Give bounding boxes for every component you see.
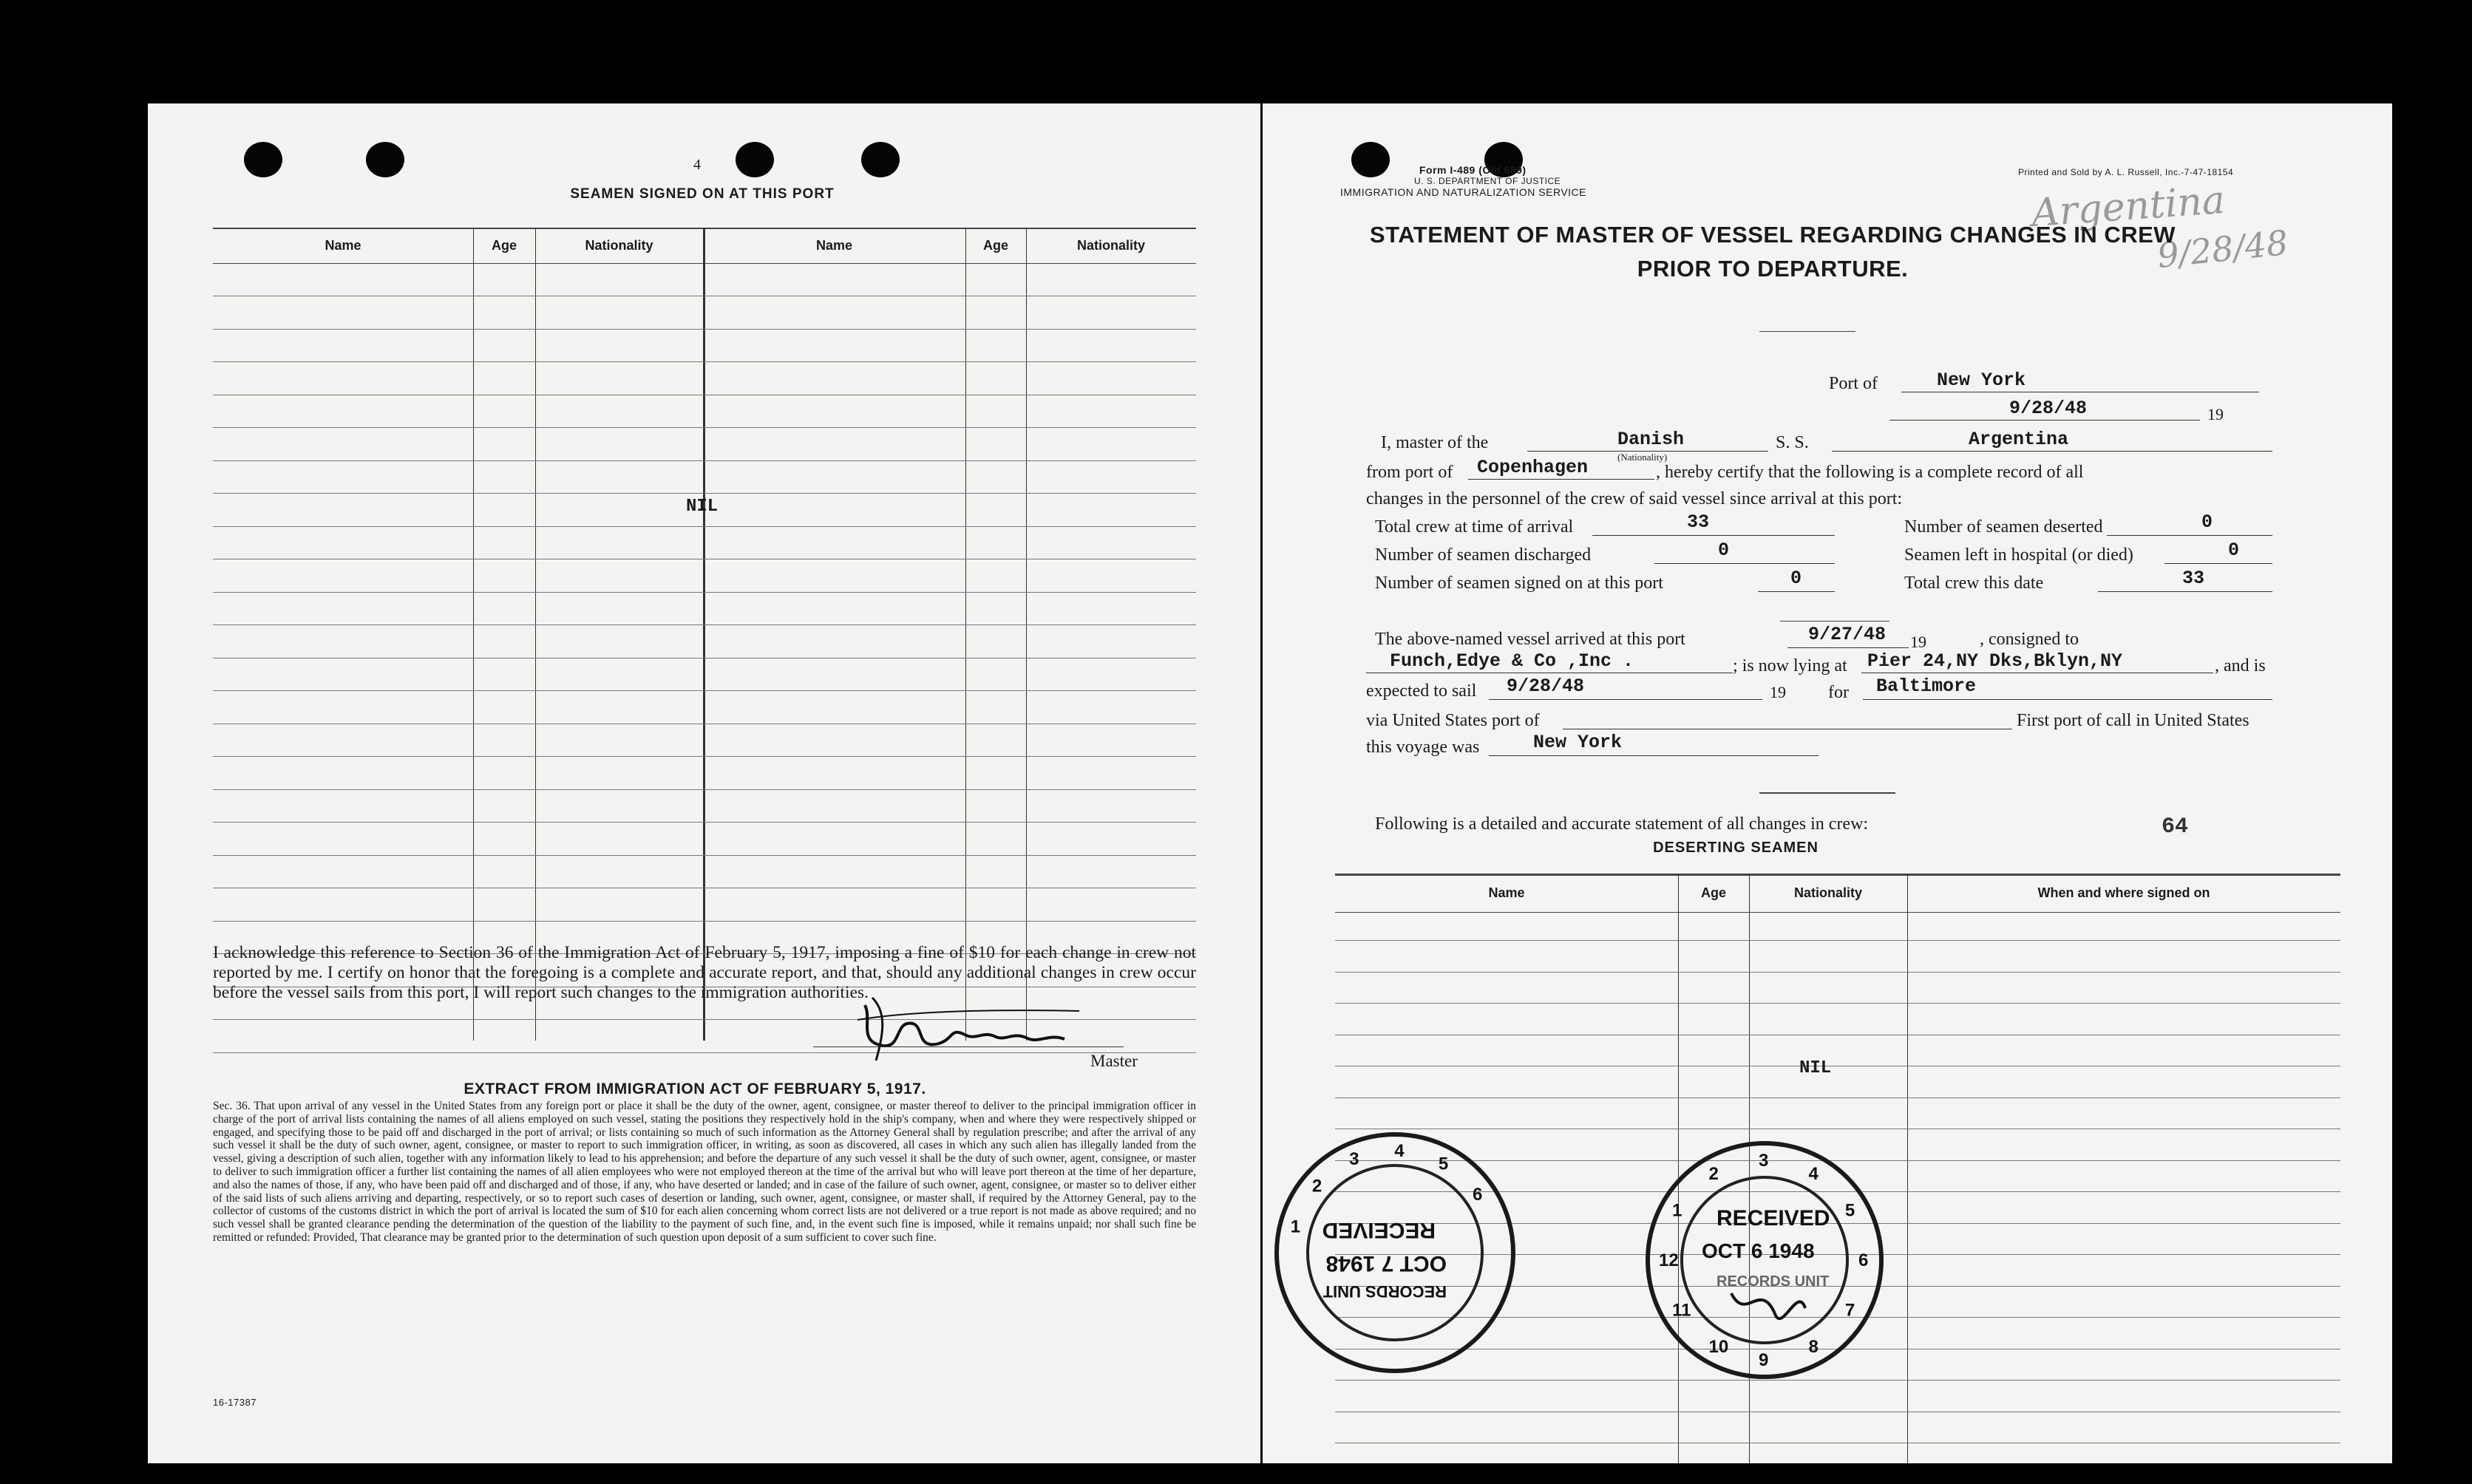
extract-title: EXTRACT FROM IMMIGRATION ACT OF FEBRUARY 5, 1917. xyxy=(464,1080,926,1097)
table-row xyxy=(213,592,1196,593)
port-value: New York xyxy=(1937,370,2026,391)
changes-text: changes in the personnel of the crew of said vessel since arrival at this port: xyxy=(1366,489,1903,508)
pencil-note-vessel: Argentina xyxy=(2030,177,2227,236)
consignee-value: Funch,Edye & Co ,Inc . xyxy=(1390,650,1634,672)
discharged-value: 0 xyxy=(1718,540,1730,561)
for-label: for xyxy=(1828,683,1849,702)
stamp-digit: 5 xyxy=(1438,1154,1449,1174)
hospital-value: 0 xyxy=(2228,540,2240,561)
year-prefix: 19 xyxy=(1910,633,1926,651)
total-arrival-value: 33 xyxy=(1687,511,1710,533)
left-page xyxy=(148,103,1260,1463)
received-stamp xyxy=(1643,1138,1887,1382)
year-prefix: 19 xyxy=(1770,683,1786,701)
stamp-digit: 10 xyxy=(1708,1336,1729,1357)
column-header-nationality: Nationality xyxy=(585,238,653,253)
arrived-label: The above-named vessel arrived at this port xyxy=(1375,630,1685,649)
table-row xyxy=(213,822,1196,823)
table-row xyxy=(1335,972,2340,973)
discharged-label: Number of seamen discharged xyxy=(1375,545,1592,565)
consigned-label: , consigned to xyxy=(1980,630,2079,649)
stamp-digit: 1 xyxy=(1672,1200,1682,1221)
arrived-value: 9/27/48 xyxy=(1808,624,1887,645)
deserted-value: 0 xyxy=(2201,511,2213,533)
acknowledgement-text: I acknowledge this reference to Section 36 of the Immigration Act of February 5, 1917, imposing a fine of $10 for each change in crew not reported by me. I certify on honor that the foregoing is a complete and accurate report, and that, should any additional changes in crew occur before the vessel sails from this port, I will report such changes to the immigration authorities. xyxy=(213,943,1196,1002)
column-header-nationality: Nationality xyxy=(1076,238,1145,253)
pencil-note-date: 9/28/48 xyxy=(2155,222,2290,276)
nil-entry: NIL xyxy=(686,497,719,517)
punch-hole xyxy=(1351,142,1390,177)
master-of-label: I, master of the xyxy=(1381,433,1489,452)
table-title: SEAMEN SIGNED ON AT THIS PORT xyxy=(570,186,835,202)
service-name: IMMIGRATION AND NATURALIZATION SERVICE xyxy=(1340,186,1586,198)
stamp-digit: 3 xyxy=(1349,1149,1359,1169)
expected-value: 9/28/48 xyxy=(1507,675,1585,697)
extract-text: Sec. 36. That upon arrival of any vessel in the United States from any foreign port or place it shall be the duty of the owner, agent, consignee, or master thereof to deliver to the principal immigration officer in charge of the port of arrival lists containing the names of all aliens employed on such vessel, stating the positions they respectively hold in the ship's company, when and where they were respectively shipped or engaged, and specifying those to be paid off and discharged in the port of arrival; or lists containing so much of such information as the Attorney General shall by regulation prescribe; and after the arrival of any such vessel it shall be the duty of such owner, agent, consignee, or master to report to such immigration officer, in writing, as soon as discovered, all cases in which any such alien has illegally landed from the vessel, giving a description of such alien, together with any information likely to lead to his apprehension; and before the departure of any such vessel it shall be the duty of such owner, agent, consignee, or master to deliver to such immigration officer a further list containing the names of all alien employees who were not employed thereon at the time of the arrival but who will leave port thereon at the time of her departure, and also the names of those, if any, who have been paid off and discharged and of those, if any, who have deserted or landed; and in case of the failure of such owner, agent, consignee, or master so to deliver either of the said lists of such aliens arriving and departing, respectively, or so to report such cases of desertion or landing, such owner, agent, consignee, or master shall, if required by the Attorney General, pay to the collector of customs of the customs district in which the port of arrival is located the sum of $10 for each alien concerning whom correct lists are not delivered or a true report is not made as above required; and no such vessel shall be granted clearance pending the determination of the question of the liability to the payment of such fine, and, in the event such fine is imposed, while it remains unpaid; nor shall such fine be remitted or refunded: Provided, That clearance may be granted prior to the determination of such question upon deposit of a sum sufficient to cover such fine. xyxy=(213,1100,1196,1244)
certify-text: , hereby certify that the following is a complete record of all xyxy=(1656,463,2084,482)
column-header-name: Name xyxy=(1488,885,1525,900)
table-row xyxy=(213,690,1196,691)
via-label: via United States port of xyxy=(1366,711,1540,730)
page-number: 4 xyxy=(693,157,701,173)
total-arrival-label: Total crew at time of arrival xyxy=(1375,517,1574,537)
table-row xyxy=(213,789,1196,790)
lying-value: Pier 24,NY Dks,Bklyn,NY xyxy=(1867,650,2123,672)
page-count-value: 64 xyxy=(2162,814,2189,840)
stamp-digit: 11 xyxy=(1672,1300,1691,1321)
nationality-label: (Nationality) xyxy=(1617,452,1668,463)
ss-label: S. S. xyxy=(1776,433,1809,452)
table-row xyxy=(213,460,1196,461)
voyage-value: New York xyxy=(1533,732,1623,753)
table-row xyxy=(213,427,1196,428)
from-port-value: Copenhagen xyxy=(1477,457,1589,478)
stamp-digit: 1 xyxy=(1290,1216,1301,1237)
following-text: Following is a detailed and accurate statement of all changes in crew: xyxy=(1375,814,1869,834)
stamp-text: RECEIVED xyxy=(1322,1218,1436,1242)
form-code: 16-17387 xyxy=(213,1397,257,1408)
seamen-signed-table xyxy=(213,228,1196,1041)
lying-label: ; is now lying at xyxy=(1733,656,1847,675)
and-is-text: , and is xyxy=(2215,656,2266,675)
form-title-line-1: STATEMENT OF MASTER OF VESSEL REGARDING CHANGES IN CREW xyxy=(1369,222,2176,248)
column-header-nationality: Nationality xyxy=(1793,885,1862,900)
port-label: Port of xyxy=(1829,374,1878,393)
stamp-digit: 4 xyxy=(1394,1141,1405,1162)
hospital-label: Seamen left in hospital (or died) xyxy=(1904,545,2133,565)
stamp-digit: 5 xyxy=(1844,1200,1855,1221)
first-port-label: First port of call in United States xyxy=(2017,711,2249,730)
signed-on-value: 0 xyxy=(1790,568,1802,589)
total-date-label: Total crew this date xyxy=(1904,573,2044,593)
table-row xyxy=(1335,1003,2340,1004)
department: U. S. DEPARTMENT OF JUSTICE xyxy=(1414,176,1561,186)
deserted-label: Number of seamen deserted xyxy=(1904,517,2103,537)
stamp-digit: 9 xyxy=(1759,1350,1769,1370)
nationality-value: Danish xyxy=(1617,429,1685,450)
total-date-value: 33 xyxy=(2182,568,2205,589)
punch-hole xyxy=(736,142,774,177)
stamp-text: RECORDS UNIT xyxy=(1717,1273,1830,1290)
column-header-name: Name xyxy=(325,238,361,253)
for-value: Baltimore xyxy=(1876,675,1977,697)
form-title-line-2: PRIOR TO DEPARTURE. xyxy=(1637,256,1909,282)
punch-hole xyxy=(244,142,282,177)
stamp-text: RECORDS UNIT xyxy=(1322,1282,1447,1301)
table-row xyxy=(1335,940,2340,941)
year-prefix: 19 xyxy=(2207,405,2224,423)
stamp-digit: 2 xyxy=(1311,1176,1322,1197)
column-header-signed-on: When and where signed on xyxy=(2037,885,2210,900)
column-header-age: Age xyxy=(1700,885,1726,900)
table-row xyxy=(1335,1097,2340,1098)
stamp-text: RECEIVED xyxy=(1717,1206,1830,1231)
column-header-age: Age xyxy=(491,238,517,253)
table-row xyxy=(213,361,1196,362)
stamp-digit: 2 xyxy=(1708,1164,1719,1185)
stamp-digit: 12 xyxy=(1659,1250,1679,1270)
form-number: Form I-489 (Old 689) xyxy=(1419,164,1527,176)
stamp-digit: 4 xyxy=(1808,1164,1819,1185)
table-row xyxy=(213,329,1196,330)
printer-note: Printed and Sold by A. L. Russell, Inc.-7-47-18154 xyxy=(2018,167,2234,177)
table-row xyxy=(213,855,1196,856)
from-port-label: from port of xyxy=(1366,463,1453,482)
signed-on-label: Number of seamen signed on at this port xyxy=(1375,573,1663,593)
master-signature xyxy=(843,990,1087,1072)
stamp-text: OCT 7 1948 xyxy=(1325,1251,1447,1276)
signature-line xyxy=(813,1046,1124,1047)
vessel-name-value: Argentina xyxy=(1969,429,2069,450)
column-header-age: Age xyxy=(982,238,1008,253)
table-row xyxy=(213,756,1196,757)
records-unit-stamp xyxy=(1273,1131,1517,1375)
stamp-digit: 3 xyxy=(1759,1151,1769,1171)
stamp-digit: 8 xyxy=(1808,1336,1819,1357)
column-header-name: Name xyxy=(815,238,853,253)
table-row xyxy=(213,921,1196,922)
master-label: Master xyxy=(1090,1052,1138,1070)
table-row xyxy=(213,493,1196,494)
expected-label: expected to sail xyxy=(1366,681,1477,701)
stamp-digit: 6 xyxy=(1858,1250,1869,1270)
punch-hole xyxy=(861,142,900,177)
stamp-digit: 7 xyxy=(1844,1300,1855,1321)
stamp-digit: 6 xyxy=(1473,1184,1483,1205)
voyage-label: this voyage was xyxy=(1366,738,1480,757)
date-value: 9/28/48 xyxy=(2009,398,2088,419)
punch-hole xyxy=(366,142,404,177)
deserting-title: DESERTING SEAMEN xyxy=(1653,840,1819,856)
table-row xyxy=(213,526,1196,527)
nil-entry: NIL xyxy=(1799,1058,1832,1078)
table-row xyxy=(213,624,1196,625)
stamp-text: OCT 6 1948 xyxy=(1702,1239,1815,1262)
